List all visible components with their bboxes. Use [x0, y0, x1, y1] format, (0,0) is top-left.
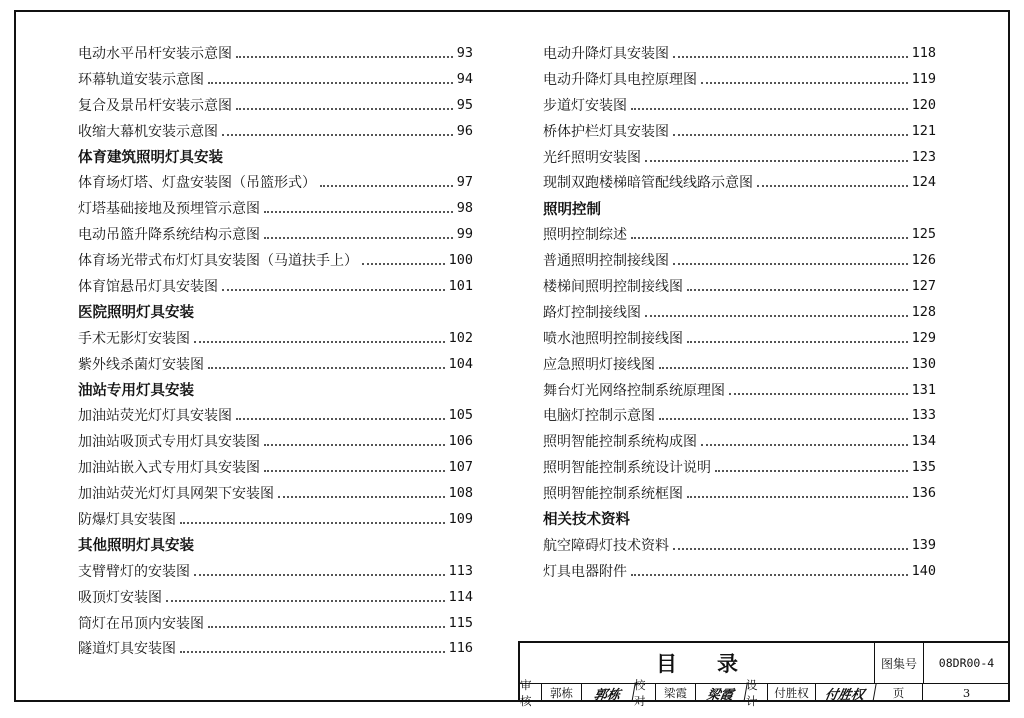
dot-leader — [757, 185, 908, 187]
section-title: 油站专用灯具安装 — [78, 383, 194, 400]
toc-entry — [543, 351, 936, 377]
entry-title: 隧道灯具安装图 — [78, 641, 176, 658]
section-title: 体育建筑照明灯具安装 — [78, 150, 223, 166]
review-label: 审核 — [520, 684, 542, 702]
dot-leader — [687, 289, 908, 291]
entry-title: 电脑灯控制示意图 — [543, 408, 655, 425]
toc-entry — [78, 40, 473, 66]
entry-title: 紫外线杀菌灯安装图 — [78, 356, 204, 373]
entry-page-number: 108 — [448, 485, 473, 502]
toc-entry — [543, 273, 936, 299]
dot-leader — [208, 626, 445, 628]
entry-title: 手术无影灯安装图 — [78, 330, 190, 347]
entry-page-number: 126 — [911, 252, 936, 269]
entry-page-number: 123 — [911, 148, 936, 165]
entry-title: 体育场灯塔、灯盘安装图（吊篮形式） — [78, 175, 316, 192]
entry-page-number: 125 — [911, 226, 936, 243]
entry-title: 加油站荧光灯灯具安装图 — [78, 408, 232, 425]
entry-page-number: 116 — [448, 640, 473, 657]
dot-leader — [208, 82, 453, 84]
title-block-signature-row — [520, 678, 1010, 708]
entry-title: 电动升降灯具电控原理图 — [543, 71, 697, 88]
toc-left-column — [78, 40, 473, 661]
section-title: 医院照明灯具安装 — [78, 305, 194, 322]
entry-title: 喷水池照明控制接线图 — [543, 330, 683, 347]
entry-page-number: 135 — [911, 459, 936, 476]
toc-entry — [543, 66, 936, 92]
entry-page-number: 100 — [448, 252, 473, 269]
entry-page-number: 114 — [448, 588, 473, 605]
entry-title: 筒灯在吊顶内安装图 — [78, 615, 204, 632]
toc-entry — [543, 428, 936, 454]
entry-title: 步道灯安装图 — [543, 97, 627, 114]
entry-page-number: 93 — [456, 44, 473, 61]
entry-page-number: 95 — [456, 96, 473, 113]
entry-page-number: 99 — [456, 226, 473, 243]
dot-leader — [673, 56, 908, 58]
dot-leader — [222, 289, 445, 291]
entry-page-number: 120 — [911, 96, 936, 113]
dot-leader — [673, 134, 908, 136]
designer-name: 付胜权 — [768, 684, 816, 702]
checker-name: 梁霞 — [656, 684, 696, 702]
entry-title: 电动水平吊杆安装示意图 — [78, 45, 232, 62]
toc-entry — [78, 247, 473, 273]
toc-entry — [78, 584, 473, 610]
check-label: 校对 — [634, 684, 656, 702]
toc-entry — [78, 428, 473, 454]
dot-leader — [208, 367, 445, 369]
dot-leader — [194, 341, 445, 343]
toc-section-heading — [78, 299, 473, 325]
toc-entry — [78, 558, 473, 584]
toc-entry — [78, 635, 473, 661]
toc-entry — [543, 118, 936, 144]
entry-title: 加油站荧光灯灯具网架下安装图 — [78, 486, 274, 503]
entry-page-number: 127 — [911, 277, 936, 294]
design-label: 设计 — [746, 684, 768, 702]
dot-leader — [631, 237, 908, 239]
entry-page-number: 104 — [448, 355, 473, 372]
dot-leader — [673, 548, 908, 550]
dot-leader — [362, 263, 445, 265]
toc-entry — [543, 454, 936, 480]
toc-section-heading — [78, 144, 473, 170]
dot-leader — [687, 341, 908, 343]
entry-page-number: 106 — [448, 433, 473, 450]
entry-title: 加油站嵌入式专用灯具安装图 — [78, 460, 260, 477]
entry-page-number: 101 — [448, 277, 473, 294]
toc-section-heading — [78, 377, 473, 403]
entry-title: 照明智能控制系统设计说明 — [543, 460, 711, 477]
entry-page-number: 94 — [456, 70, 473, 87]
designer-signature: 付胜权 — [814, 684, 876, 702]
toc-entry — [78, 118, 473, 144]
entry-title: 支臂臂灯的安装图 — [78, 563, 190, 580]
entry-page-number: 134 — [911, 433, 936, 450]
entry-title: 照明智能控制系统构成图 — [543, 434, 697, 451]
section-title: 其他照明灯具安装 — [78, 538, 194, 555]
entry-page-number: 131 — [911, 381, 936, 398]
dot-leader — [264, 444, 445, 446]
document-title: 目录 — [520, 643, 875, 683]
entry-page-number: 107 — [448, 459, 473, 476]
entry-page-number: 128 — [911, 303, 936, 320]
entry-title: 楼梯间照明控制接线图 — [543, 278, 683, 295]
entry-page-number: 130 — [911, 355, 936, 372]
toc-entry — [543, 532, 936, 558]
entry-title: 灯塔基础接地及预埋管示意图 — [78, 201, 260, 218]
dot-leader — [222, 134, 453, 136]
dot-leader — [264, 470, 445, 472]
entry-title: 体育场光带式布灯灯具安装图（马道扶手上） — [78, 253, 358, 270]
atlas-number-label: 图集号 — [875, 643, 924, 683]
section-title: 相关技术资料 — [543, 512, 630, 529]
entry-page-number: 98 — [456, 200, 473, 217]
entry-title: 加油站吸顶式专用灯具安装图 — [78, 434, 260, 451]
entry-title: 航空障碍灯技术资料 — [543, 537, 669, 554]
toc-entry — [78, 610, 473, 636]
toc-entry — [543, 144, 936, 170]
toc-entry — [543, 92, 936, 118]
toc-entry — [543, 221, 936, 247]
entry-page-number: 115 — [448, 614, 473, 631]
toc-entry — [543, 247, 936, 273]
dot-leader — [729, 393, 908, 395]
toc-entry — [543, 169, 936, 195]
toc-entry — [78, 92, 473, 118]
dot-leader — [278, 496, 445, 498]
entry-page-number: 129 — [911, 329, 936, 346]
dot-leader — [166, 600, 445, 602]
toc-entry — [78, 325, 473, 351]
toc-entry — [543, 299, 936, 325]
dot-leader — [236, 108, 453, 110]
dot-leader — [715, 470, 908, 472]
entry-title: 防爆灯具安装图 — [78, 511, 176, 528]
dot-leader — [645, 315, 908, 317]
entry-page-number: 105 — [448, 407, 473, 424]
dot-leader — [701, 82, 908, 84]
entry-page-number: 97 — [456, 174, 473, 191]
entry-page-number: 118 — [911, 44, 936, 61]
entry-page-number: 140 — [911, 562, 936, 579]
dot-leader — [645, 160, 908, 162]
entry-title: 收缩大幕机安装示意图 — [78, 123, 218, 140]
entry-page-number: 102 — [448, 329, 473, 346]
entry-title: 环幕轨道安装示意图 — [78, 71, 204, 88]
entry-page-number: 121 — [911, 122, 936, 139]
dot-leader — [264, 211, 453, 213]
toc-entry — [543, 558, 936, 584]
toc-entry — [78, 195, 473, 221]
entry-title: 吸顶灯安装图 — [78, 589, 162, 606]
toc-entry — [543, 480, 936, 506]
toc-entry — [543, 377, 936, 403]
dot-leader — [236, 56, 453, 58]
entry-title: 桥体护栏灯具安装图 — [543, 123, 669, 140]
toc-section-heading — [543, 195, 936, 221]
entry-title: 光纤照明安装图 — [543, 149, 641, 166]
entry-title: 应急照明灯接线图 — [543, 356, 655, 373]
entry-title: 复合及景吊杆安装示意图 — [78, 97, 232, 114]
entry-page-number: 139 — [911, 536, 936, 553]
page-label: 页 — [875, 684, 923, 702]
toc-entry — [78, 66, 473, 92]
toc-entry — [78, 169, 473, 195]
toc-entry — [543, 325, 936, 351]
toc-entry — [543, 402, 936, 428]
page-number: 3 — [962, 686, 971, 700]
entry-title: 体育馆悬吊灯具安装图 — [78, 278, 218, 295]
dot-leader — [631, 574, 908, 576]
entry-title: 电动升降灯具安装图 — [543, 45, 669, 62]
entry-title: 照明控制综述 — [543, 227, 627, 244]
toc-entry — [543, 40, 936, 66]
dot-leader — [180, 522, 445, 524]
entry-title: 路灯控制接线图 — [543, 304, 641, 321]
entry-title: 普通照明控制接线图 — [543, 253, 669, 270]
dot-leader — [687, 496, 908, 498]
reviewer-name: 郭栋 — [542, 684, 582, 702]
entry-title: 灯具电器附件 — [543, 563, 627, 580]
entry-title: 现制双跑楼梯暗管配线线路示意图 — [543, 175, 753, 192]
toc-entry — [78, 454, 473, 480]
entry-page-number: 133 — [911, 407, 936, 424]
entry-page-number: 109 — [448, 510, 473, 527]
entry-page-number: 124 — [911, 174, 936, 191]
toc-entry — [78, 221, 473, 247]
dot-leader — [701, 444, 908, 446]
toc-entry — [78, 402, 473, 428]
dot-leader — [180, 651, 445, 653]
toc-section-heading — [78, 532, 473, 558]
entry-page-number: 119 — [911, 70, 936, 87]
toc-entry — [78, 480, 473, 506]
atlas-number: 08DR00-4 — [938, 656, 995, 670]
toc-right-column — [543, 40, 936, 584]
entry-page-number: 113 — [448, 562, 473, 579]
toc-entry — [78, 273, 473, 299]
entry-page-number: 136 — [911, 485, 936, 502]
entry-page-number: 96 — [456, 122, 473, 139]
dot-leader — [659, 418, 908, 420]
reviewer-signature: 郭栋 — [580, 684, 635, 702]
dot-leader — [194, 574, 445, 576]
dot-leader — [631, 108, 908, 110]
toc-entry — [78, 351, 473, 377]
toc-section-heading — [543, 506, 936, 532]
entry-title: 舞台灯光网络控制系统原理图 — [543, 382, 725, 399]
dot-leader — [320, 185, 453, 187]
dot-leader — [264, 237, 453, 239]
dot-leader — [236, 418, 445, 420]
checker-signature: 梁霞 — [694, 684, 747, 702]
entry-title: 电动吊篮升降系统结构示意图 — [78, 227, 260, 244]
dot-leader — [659, 367, 908, 369]
section-title: 照明控制 — [543, 201, 601, 218]
title-block — [518, 641, 1010, 708]
dot-leader — [673, 263, 908, 265]
toc-entry — [78, 506, 473, 532]
entry-title: 照明智能控制系统框图 — [543, 486, 683, 503]
